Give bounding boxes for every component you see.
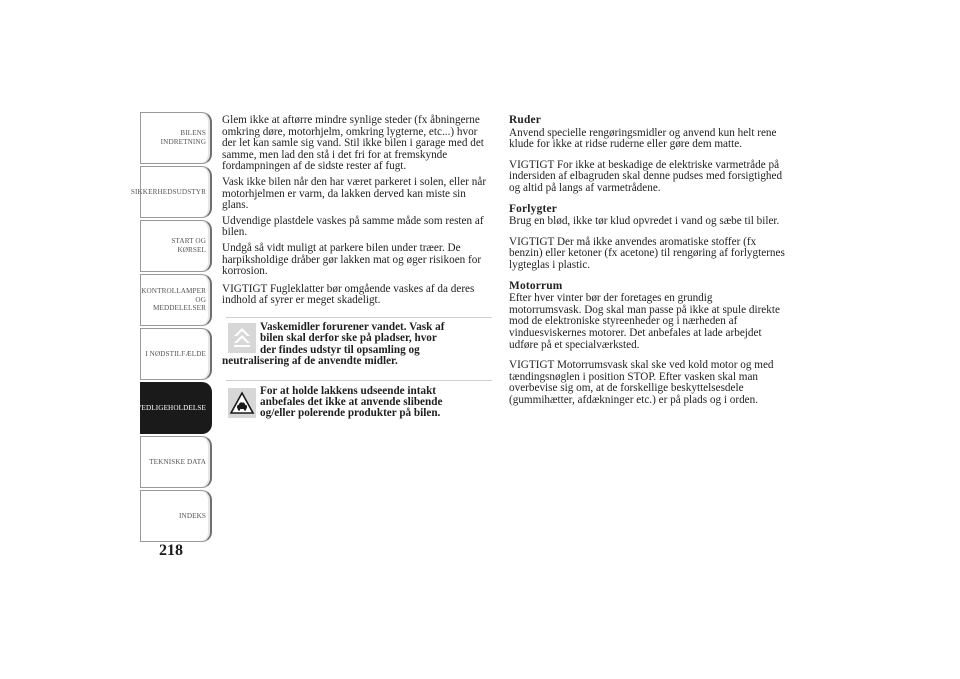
notice-text bbox=[222, 381, 492, 420]
paragraph: Glem ikke at aftørre mindre synlige steder (fx åbningerne omkring døre, motorhjelm, omkring lygterne, etc...) hvor der let kan samle sig vand. Stil ikke bilen i garage med det samme, men lad den stå i det fri for at fremskynde fordampningen af de sidste rester af fugt. bbox=[222, 114, 484, 173]
section-heading-motorrum: Motorrum bbox=[509, 279, 563, 292]
tab-sikkerhedsudstyr[interactable] bbox=[130, 166, 212, 218]
tab-label: TEKNISKE DATA bbox=[149, 457, 206, 466]
notice-line: bilen skal derfor ske på pladser, hvor bbox=[260, 332, 437, 345]
tab-i-nodstilfaelde[interactable] bbox=[140, 328, 212, 380]
tab-label: BILENS INDRETNING bbox=[160, 129, 206, 146]
notice-line: og/eller polerende produkter på bilen. bbox=[260, 407, 441, 420]
paragraph: Vask ikke bilen når den har været parkeret i solen, eller når motorhjelmen er varm, da lakken derved kan miste sin glans. bbox=[222, 175, 487, 212]
tab-label: VEDLIGEHOLDELSE bbox=[136, 403, 206, 412]
tab-start-og-korsel[interactable] bbox=[140, 220, 212, 272]
notice-line: For at holde lakkens udseende intakt bbox=[260, 384, 437, 397]
paragraph: Udvendige plastdele vaskes på samme måde som resten af bilen. bbox=[222, 214, 484, 239]
notice-text bbox=[222, 318, 492, 368]
left-column bbox=[222, 115, 492, 424]
paint-notice bbox=[222, 380, 492, 420]
notice-line: anbefales det ikke at anvende slibende bbox=[260, 395, 443, 408]
tab-label: SIKKERHEDSUDSTYR bbox=[130, 187, 206, 196]
recycle-environment-icon bbox=[228, 323, 256, 353]
paragraph: Anvend specielle rengøringsmidler og anvend kun helt rene klude for ikke at ridse ruderne eller gøre dem matte. bbox=[509, 126, 777, 151]
paragraph: Brug en blød, ikke tør klud opvredet i vand og sæbe til biler. bbox=[509, 215, 780, 228]
tab-indeks[interactable] bbox=[140, 490, 212, 542]
notice-line: Vaskemidler forurener vandet. Vask af bbox=[260, 320, 445, 333]
paragraph: VIGTIGT Der må ikke anvendes aromatiske stoffer (fx benzin) eller ketoner (fx acetone) til rengøring af forlygternes lygteglas i plastic. bbox=[509, 235, 785, 271]
paragraph: VIGTIGT Motorrumsvask skal ske ved kold motor og med tændingsnøglen i position STOP. Efter vasken skal man overbevise sig om, at de forskellige beskyttelsesdele (gummihætter, afdækninger etc.) er på plads og i orden. bbox=[509, 359, 774, 406]
tab-tekniske-data[interactable] bbox=[140, 436, 212, 488]
notice-line: neutralisering af de anvendte midler. bbox=[222, 355, 398, 368]
right-column bbox=[509, 115, 785, 409]
paragraph: VIGTIGT For ikke at beskadige de elektriske varmetråde på indersiden af elbagruden skal denne pudses med forsigtighed og altid på langs af varmetrådene. bbox=[509, 158, 783, 194]
tab-kontrollamper[interactable] bbox=[140, 274, 212, 326]
section-heading-forlygter: Forlygter bbox=[509, 202, 557, 215]
environment-notice bbox=[222, 317, 492, 368]
page-number: 218 bbox=[159, 542, 183, 559]
paragraph: VIGTIGT Fugleklatter bør omgående vaskes af da deres indhold af syrer er meget skadeligt. bbox=[222, 282, 475, 307]
tab-label: INDEKS bbox=[179, 511, 206, 520]
tab-label: I NØDSTILFÆLDE bbox=[145, 349, 206, 358]
paragraph: Efter hver vinter bør der foretages en grundig motorrumsvask. Dog skal man passe på ikke at spule direkte mod de elektroniske styreenheder og i nærheden af vinduesviskernes motorer. Det anbefales at lade arbejdet udføre på et specialværksted. bbox=[509, 292, 780, 351]
tab-bilens-indretning[interactable] bbox=[140, 112, 212, 164]
warning-car-icon bbox=[228, 388, 256, 418]
section-heading-ruder: Ruder bbox=[509, 114, 542, 126]
notice-line: der findes udstyr til opsamling og bbox=[260, 343, 420, 356]
tab-vedligeholdelse[interactable] bbox=[136, 382, 212, 434]
tab-label: KONTROLLAMPER OG MEDDELELSER bbox=[141, 287, 206, 313]
tab-label: START OG KØRSEL bbox=[171, 237, 206, 254]
paragraph: Undgå så vidt muligt at parkere bilen under træer. De harpiksholdige dråber gør lakken mat og øger risikoen for korrosion. bbox=[222, 241, 482, 278]
